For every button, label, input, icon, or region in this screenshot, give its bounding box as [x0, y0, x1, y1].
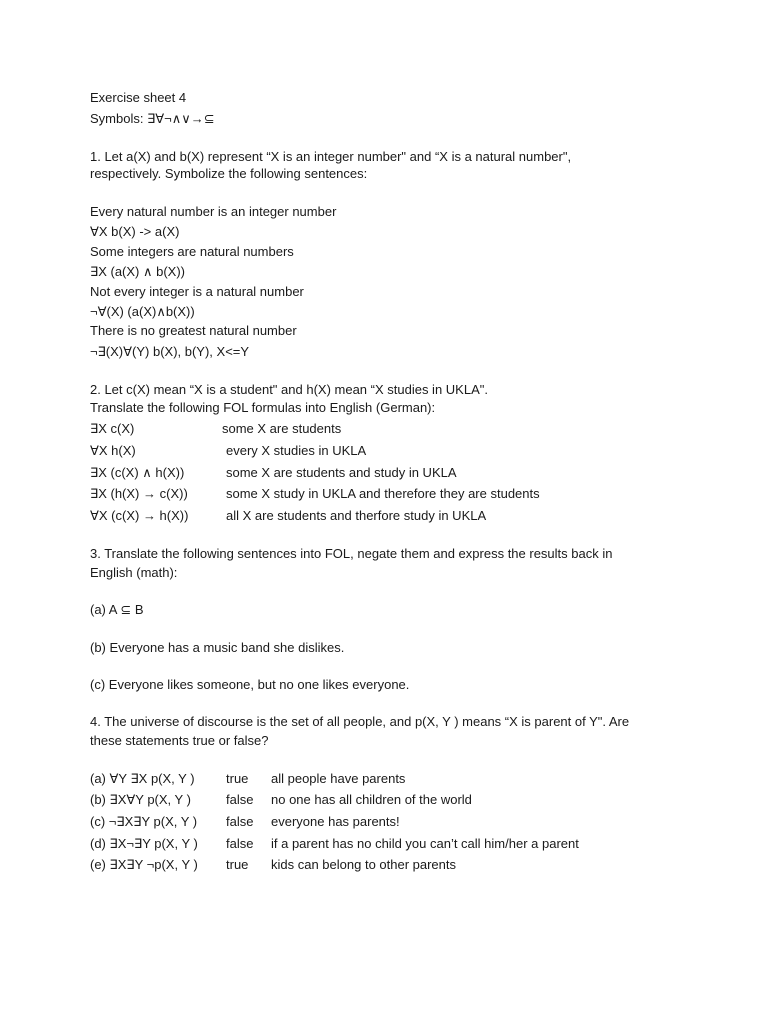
q1-item: ¬∀(X) (a(X)∧b(X)): [90, 304, 195, 319]
q4-formula: (d) ∃X¬∃Y p(X, Y ): [90, 836, 198, 851]
q2-intro-line2: Translate the following FOL formulas into English (German):: [90, 400, 436, 415]
q4-intro-line2: these statements true or false?: [90, 733, 269, 748]
q3-item-b: (b) Everyone has a music band she dislikes.: [90, 640, 345, 655]
q3-intro-line2: English (math):: [90, 565, 178, 580]
q4-formula: (b) ∃X∀Y p(X, Y ): [90, 792, 191, 807]
q4-value: true: [226, 771, 249, 786]
q3-item-c: (c) Everyone likes someone, but no one likes everyone.: [90, 677, 410, 692]
q4-note: everyone has parents!: [271, 814, 400, 829]
q2-formula: ∀X h(X): [90, 443, 136, 458]
q3-item-a: (a) A ⊆ B: [90, 602, 144, 617]
q1-item: Every natural number is an integer number: [90, 204, 337, 219]
q4-formula: (e) ∃X∃Y ¬p(X, Y ): [90, 857, 198, 872]
q4-formula: (c) ¬∃X∃Y p(X, Y ): [90, 814, 198, 829]
q1-item: ∀X b(X) -> a(X): [90, 224, 180, 239]
q1-intro-line1: 1. Let a(X) and b(X) represent “X is an integer number" and “X is a natural number",: [90, 149, 572, 164]
q1-item: ∃X (a(X) ∧ b(X)): [90, 264, 186, 279]
q2-formula: ∃X (h(X) → c(X)): [90, 486, 188, 501]
q4-value: false: [226, 792, 254, 807]
q4-value: false: [226, 814, 254, 829]
q2-translation: some X are students and study in UKLA: [226, 465, 457, 480]
q2-translation: all X are students and therfore study in UKLA: [226, 508, 487, 523]
symbols-line: Symbols: ∃∀¬∧∨→⊆: [90, 111, 215, 126]
q2-formula: ∃X (c(X) ∧ h(X)): [90, 465, 185, 480]
q1-item: ¬∃(X)∀(Y) b(X), b(Y), X<=Y: [90, 344, 250, 359]
q4-value: true: [226, 857, 249, 872]
q4-note: if a parent has no child you can’t call him/her a parent: [271, 836, 579, 851]
q1-item: There is no greatest natural number: [90, 323, 297, 338]
q2-translation: some X are students: [222, 421, 342, 436]
q2-formula: ∀X (c(X) → h(X)): [90, 508, 189, 523]
q4-intro-line1: 4. The universe of discourse is the set of all people, and p(X, Y ) means “X is parent of Y". Are: [90, 714, 630, 729]
document-title: Exercise sheet 4: [90, 90, 187, 105]
q2-formula: ∃X c(X): [90, 421, 135, 436]
q1-intro-line2: respectively. Symbolize the following sentences:: [90, 166, 368, 181]
q2-translation: some X study in UKLA and therefore they are students: [226, 486, 540, 501]
q1-item: Some integers are natural numbers: [90, 244, 294, 259]
q4-value: false: [226, 836, 254, 851]
q1-item: Not every integer is a natural number: [90, 284, 304, 299]
q4-note: no one has all children of the world: [271, 792, 472, 807]
q2-translation: every X studies in UKLA: [226, 443, 367, 458]
q2-intro-line1: 2. Let c(X) mean “X is a student" and h(X) mean “X studies in UKLA".: [90, 382, 488, 397]
q4-formula: (a) ∀Y ∃X p(X, Y ): [90, 771, 195, 786]
q4-note: all people have parents: [271, 771, 406, 786]
q3-intro-line1: 3. Translate the following sentences into FOL, negate them and express the results back in: [90, 546, 613, 561]
q4-note: kids can belong to other parents: [271, 857, 457, 872]
